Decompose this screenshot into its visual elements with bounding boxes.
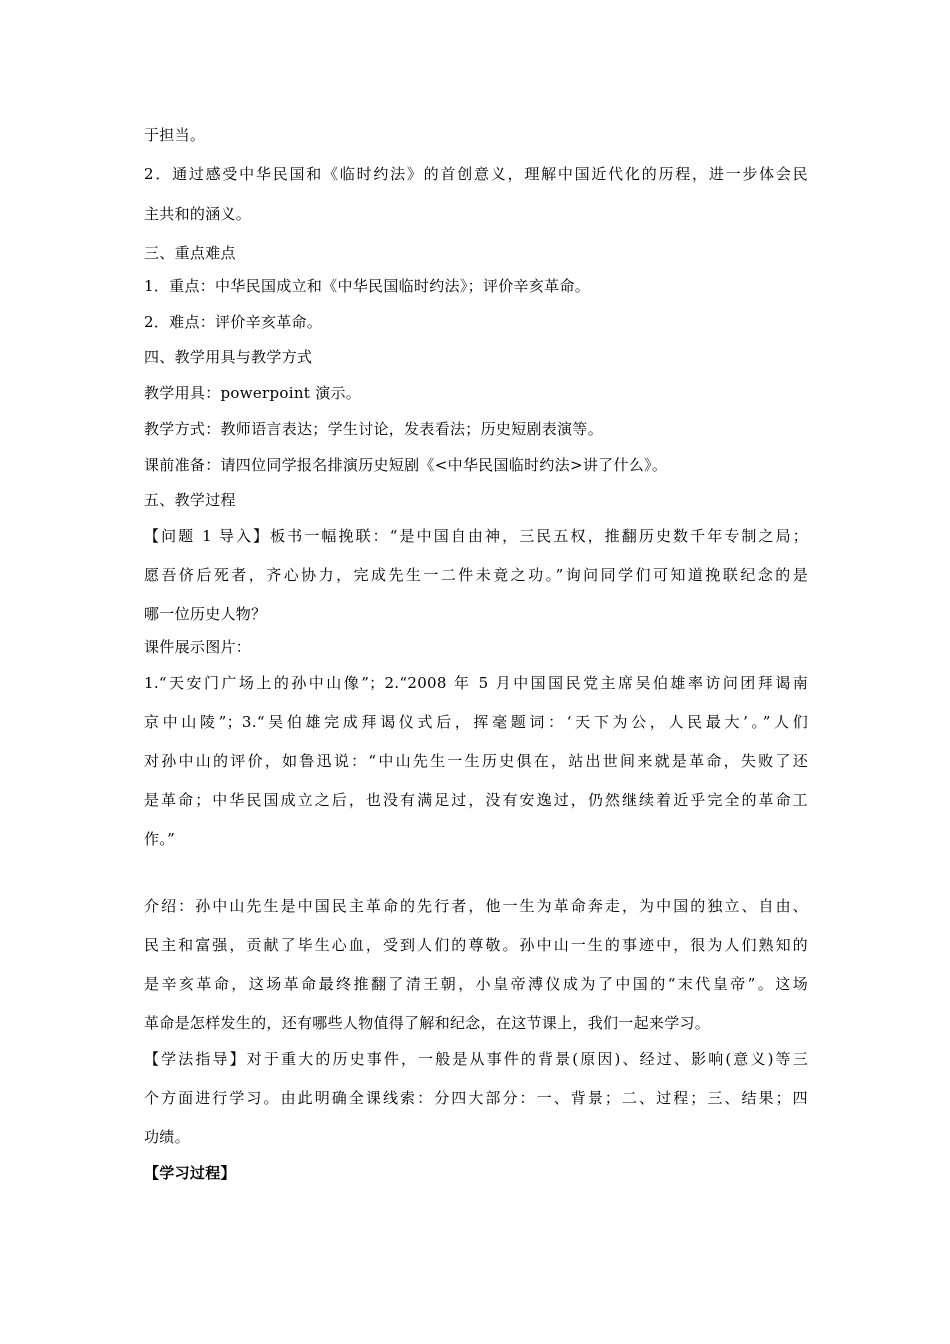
text-line-10: 课前准备：请四位同学报名排演历史短剧《<中华民国临时约法>讲了什么》。 [144,456,668,474]
text-line-6: 2．难点：评价辛亥革命。 [144,313,323,331]
section-heading-tools: 四、教学用具与教学方式 [144,348,313,366]
text-line-20: 作。” [144,830,176,848]
text-line-8: 教学用具：powerpoint 演示。 [144,384,362,402]
text-line-2: 2．通过感受中华民国和《临时约法》的首创意义，理解中国近代化的历程，进一步体会民 [144,165,808,183]
text-line-14: 哪一位历史人物？ [144,605,267,623]
text-line-16: 1.“天安门广场上的孙中山像”；2.“2008 年 5 月中国国民党主席吴伯雄率访问团拜谒南 [144,674,808,692]
text-line-15: 课件展示图片： [144,638,252,656]
text-line-17: 京中山陵”；3.“吴伯雄完成拜谒仪式后，挥毫题词：‘天下为公，人民最大’。”人们 [144,713,808,731]
text-line-26: 个方面进行学习。由此明确全课线索：分四大部分：一、背景；二、过程；三、结果；四 [144,1089,808,1107]
text-line-13: 愿吾侪后死者，齐心协力，完成先生一二件未竟之功。”询问同学们可知道挽联纪念的是 [144,566,808,584]
text-line-22: 民主和富强，贡献了毕生心血，受到人们的尊敬。孙中山一生的事迹中，很为人们熟知的 [144,936,808,954]
text-line-9: 教学方式：教师语言表达；学生讨论，发表看法；历史短剧表演等。 [144,420,604,438]
text-line-23: 是辛亥革命，这场革命最终推翻了清王朝，小皇帝溥仪成为了中国的“末代皇帝”。这场 [144,975,808,993]
section-heading-key-points: 三、重点难点 [144,244,236,262]
text-line-18: 对孙中山的评价，如鲁迅说：“中山先生一生历史俱在，站出世间来就是革命，失败了还 [144,752,808,770]
text-line-24: 革命是怎样发生的，还有哪些人物值得了解和纪念，在这节课上，我们一起来学习。 [144,1014,711,1032]
section-heading-process: 五、教学过程 [144,491,236,509]
text-line-12: 【问题 1 导入】板书一幅挽联：“是中国自由神，三民五权，推翻历史数千年专制之局； [144,527,808,545]
text-line-27: 功绩。 [144,1128,190,1146]
text-line-1: 于担当。 [144,126,206,144]
text-line-25: 【学法指导】对于重大的历史事件，一般是从事件的背景(原因)、经过、影响(意义)等三 [144,1050,808,1068]
text-line-3: 主共和的涵义。 [144,205,252,223]
text-line-5: 1．重点：中华民国成立和《中华民国临时约法》；评价辛亥革命。 [144,277,591,295]
text-line-21: 介绍：孙中山先生是中国民主革命的先行者，他一生为革命奔走，为中国的独立、自由、 [144,897,808,915]
text-line-19: 是革命；中华民国成立之后，也没有满足过，没有安逸过，仍然继续着近乎完全的革命工 [144,791,808,809]
section-heading-learning-process: 【学习过程】 [144,1164,236,1182]
